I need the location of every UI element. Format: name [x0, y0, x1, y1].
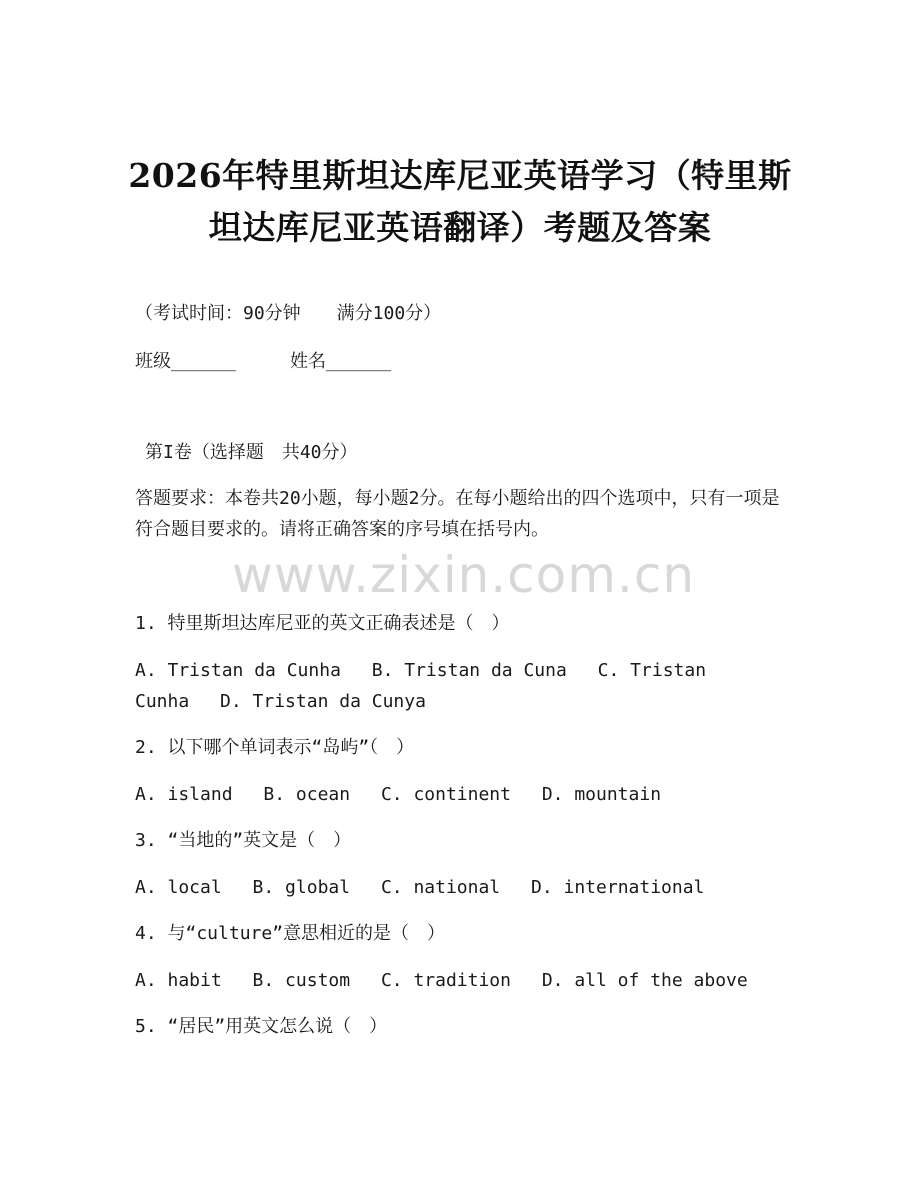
question-stem-2: 2. 以下哪个单词表示“岛屿”（ ）: [135, 737, 415, 758]
question-options-3: [135, 872, 785, 903]
question-options-1: [135, 655, 785, 717]
question-stem-3: 3. “当地的”英文是（ ）: [135, 830, 352, 851]
watermark: www.zixin.com.cn: [232, 546, 696, 604]
name-field-label: 姓名______: [290, 351, 392, 372]
question-stem-1: 1. 特里斯坦达库尼亚的英文正确表述是（ ）: [135, 613, 510, 634]
option-4-a: A. habit: [135, 970, 222, 991]
option-2-a: A. island: [135, 784, 233, 805]
option-3-b: B. global: [252, 877, 351, 898]
instructions: 答题要求：本卷共20小题，每小题2分。在每小题给出的四个选项中，只有一项是符合题目要求的。请将正确答案的序号填在括号内。: [135, 488, 780, 540]
option-1-c: C. Tristan Cunha: [135, 660, 707, 712]
option-4-d: D. all of the above: [541, 970, 748, 991]
title-line-1: 2026年特里斯坦达库尼亚英语学习（特里斯: [128, 156, 792, 195]
option-2-d: D. mountain: [541, 784, 662, 805]
option-1-b: B. Tristan da Cuna: [371, 660, 567, 681]
student-info-row: [135, 346, 785, 377]
option-1-a: A. Tristan da Cunha: [135, 660, 341, 681]
option-3-a: A. local: [135, 877, 222, 898]
option-2-b: B. ocean: [263, 784, 351, 805]
title-line-2: 坦达库尼亚英语翻译）考题及答案: [208, 208, 712, 247]
option-4-b: B. custom: [252, 970, 351, 991]
option-4-c: C. tradition: [380, 970, 511, 991]
class-field-label: 班级______: [135, 351, 237, 372]
question-options-4: [135, 965, 785, 996]
option-3-d: D. international: [531, 877, 705, 898]
section-title: 第I卷（选择题 共40分）: [145, 442, 358, 463]
exam-info: （考试时间：90分钟 满分100分）: [135, 303, 442, 324]
question-stem-4: 4. 与“culture”意思相近的是（ ）: [135, 923, 446, 944]
question-stem-5: 5. “居民”用英文怎么说（ ）: [135, 1016, 388, 1037]
option-1-d: D. Tristan da Cunya: [220, 691, 426, 712]
question-options-2: [135, 779, 785, 810]
option-2-c: C. continent: [380, 784, 511, 805]
document-title: [110, 150, 810, 254]
option-3-c: C. national: [380, 877, 501, 898]
